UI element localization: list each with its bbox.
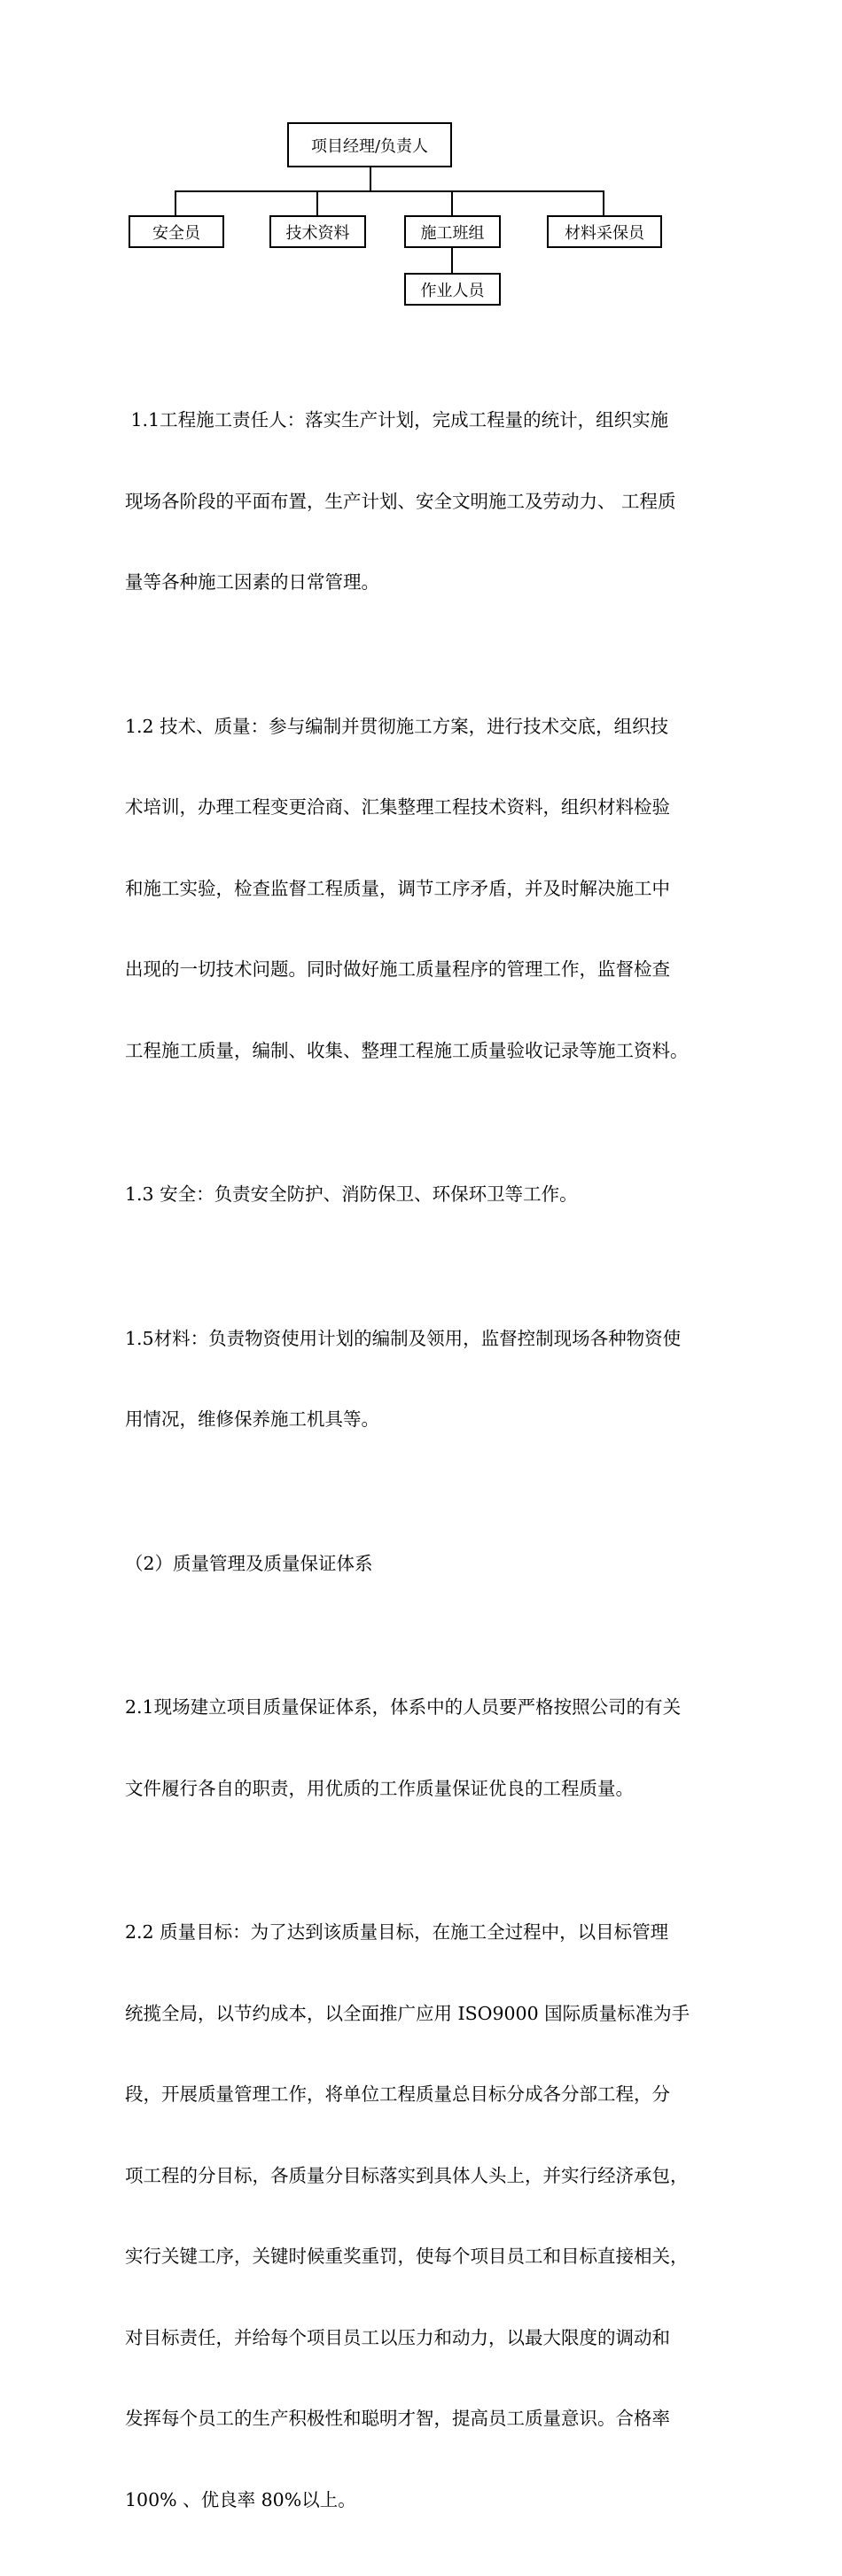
org-box-safety [129,215,224,248]
paragraph-line: 2.2 质量目标：为了达到该质量目标，在施工全过程中，以目标管理 [125,1921,669,1943]
paragraph-line: 术培训，办理工程变更洽商、汇集整理工程技术资料，组织材料检验 [125,796,670,818]
org-line-horizontal [175,190,604,192]
paragraph-line: 统揽全局，以节约成本，以全面推广应用 ISO9000 国际质量标准为手 [125,2002,690,2024]
paragraph-line: 1.1工程施工责任人：落实生产计划，完成工程量的统计，组织实施 [125,409,669,431]
paragraph-2-1-quality-system [125,1640,737,1856]
org-box-tech-docs-label: 技术资料 [285,223,350,243]
paragraph-line: 文件履行各自的职责，用优质的工作质量保证优良的工程质量。 [125,1777,634,1799]
paragraph-line: 1.3 安全：负责安全防护、消防保卫、环保环卫等工作。 [125,1183,578,1205]
paragraph-line: （2）质量管理及质量保证体系 [125,1552,373,1574]
paragraph-2-2-quality-goal [125,1865,737,2567]
paragraph-line: 出现的一切技术问题。同时做好施工质量程序的管理工作，监督检查 [125,958,670,980]
org-box-materials-label: 材料采保员 [565,223,644,243]
paragraph-line: 工程施工质量，编制、收集、整理工程施工质量验收记录等施工资料。 [125,1039,689,1061]
paragraph-line: 用情况，维修保养施工机具等。 [125,1408,379,1430]
org-box-construction-team-label: 施工班组 [420,223,485,243]
org-line-branch-3 [451,190,453,216]
org-line-branch-1 [175,190,176,216]
org-chart [0,0,842,354]
org-box-workers [404,273,501,306]
paragraph-line: 2.1现场建立项目质量保证体系，体系中的人员要严格按照公司的有关 [125,1696,682,1718]
org-line-branch-2 [316,190,318,216]
org-line-top-vertical [370,167,371,191]
org-box-top-label: 项目经理/负责人 [310,136,429,156]
paragraph-line: 项工程的分目标，各质量分目标落实到具体人头上，并实行经济承包， [125,2164,689,2186]
org-box-tech-docs [269,215,366,248]
org-box-safety-label: 安全员 [152,223,200,243]
paragraph-line: 发挥每个员工的生产积极性和聪明才智，提高员工质量意识。合格率 [125,2408,670,2429]
org-line-branch-4 [603,190,604,216]
org-box-materials [547,215,662,248]
org-box-workers-label: 作业人员 [420,281,485,300]
paragraph-line: 实行关键工序，关键时候重奖重罚，使每个项目员工和目标直接相关， [125,2246,689,2267]
paragraph-line: 现场各阶段的平面布置，生产计划、安全文明施工及劳动力、 工程质 [125,490,676,512]
section-heading-quality-system [125,1496,737,1632]
paragraph-line: 1.5材料：负责物资使用计划的编制及领用，监督控制现场各种物资使 [125,1327,682,1349]
paragraph-line: 段，开展质量管理工作，将单位工程质量总目标分成各分部工程，分 [125,2083,670,2105]
paragraph-line: 对目标责任，并给每个项目员工以压力和动力，以最大限度的调动和 [125,2326,670,2348]
org-line-sub-vertical [451,248,453,274]
paragraph-line: 量等各种施工因素的日常管理。 [125,571,379,593]
document-body [125,353,737,2576]
paragraph-line: 和施工实验，检查监督工程质量，调节工序矛盾，并及时解决施工中 [125,877,670,899]
org-box-top [287,122,452,167]
paragraph-1-3-safety [125,1127,737,1262]
paragraph-1-2-tech-quality [125,659,737,1119]
paragraph-line: 100% 、优良率 80%以上。 [125,2488,356,2510]
paragraph-1-5-materials [125,1271,737,1487]
paragraph-line: 1.2 技术、质量：参与编制并贯彻施工方案，进行技术交底，组织技 [125,715,669,737]
paragraph-1-1-responsible [125,353,737,650]
org-box-construction-team [404,215,501,248]
